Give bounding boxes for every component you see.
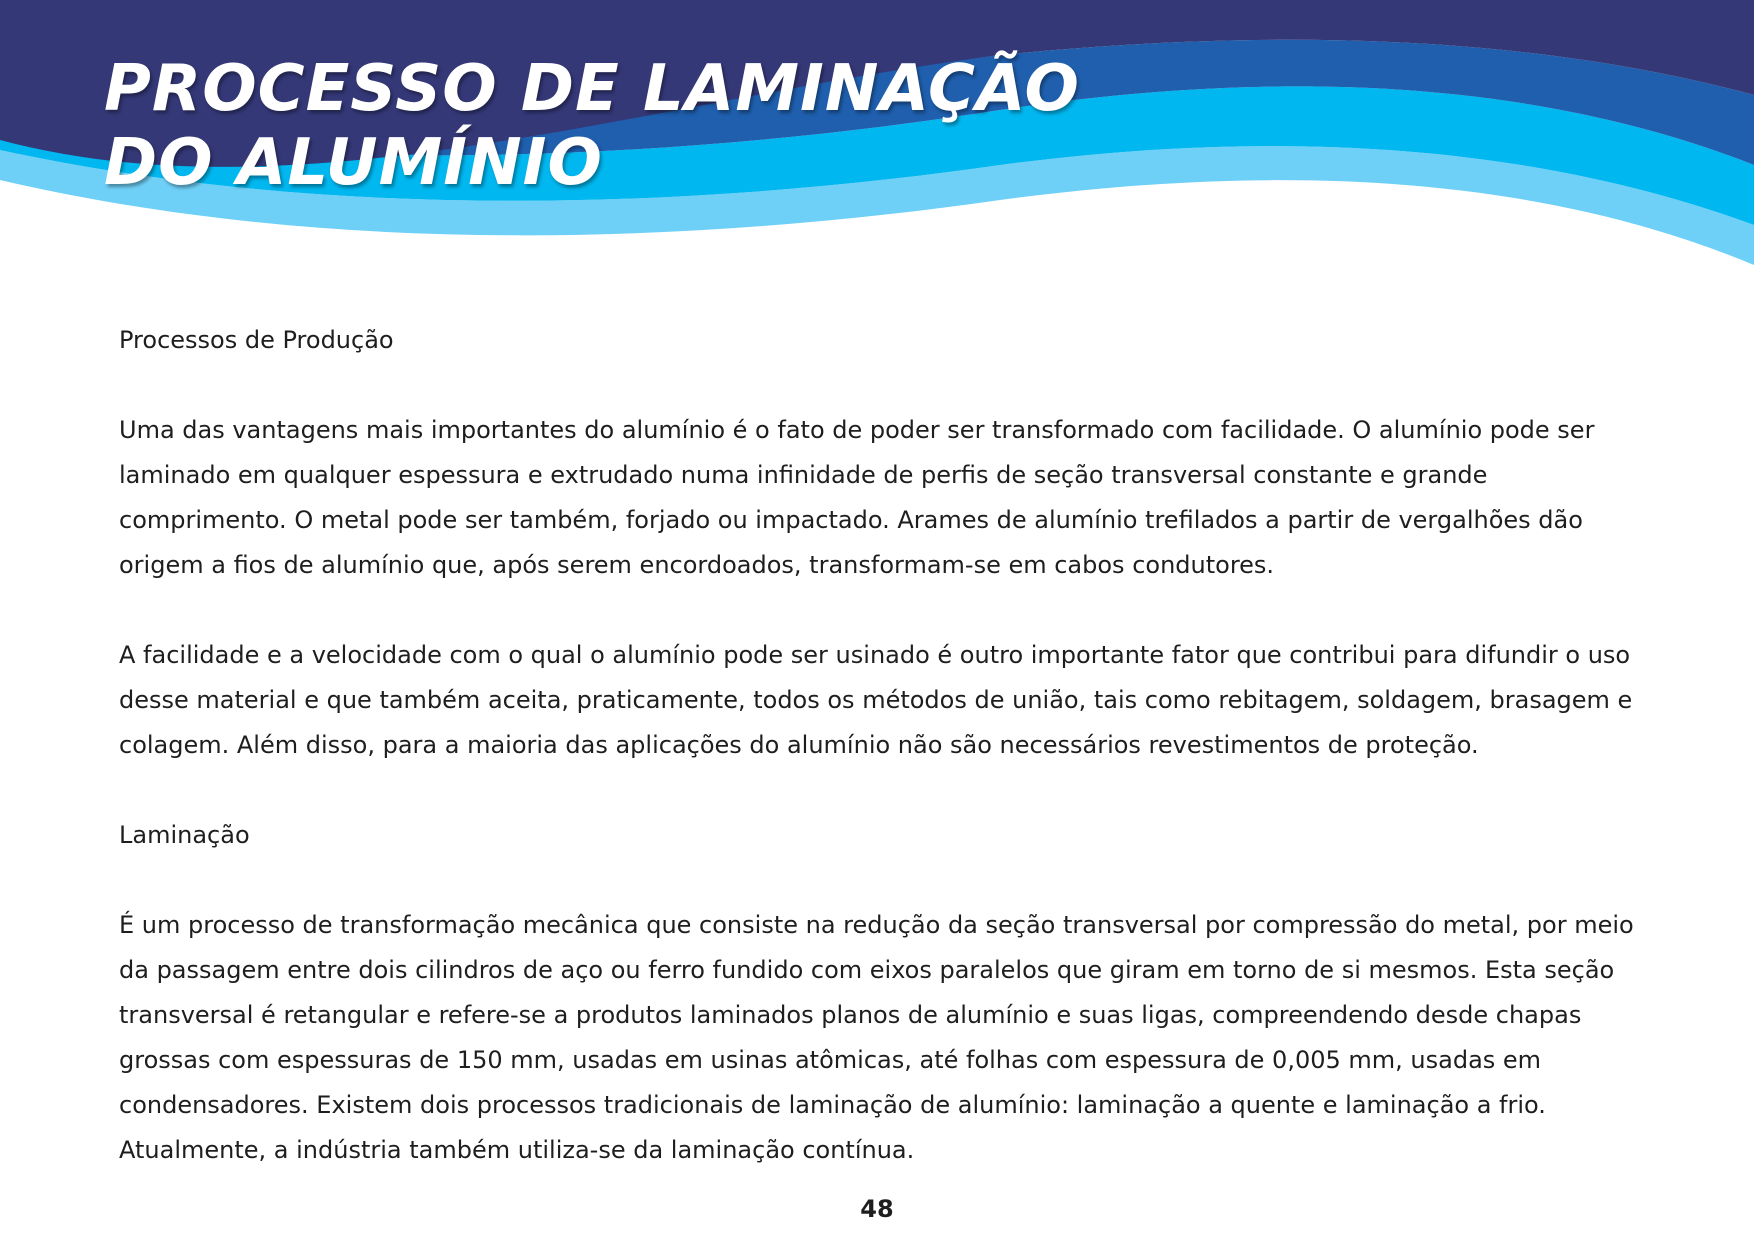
page-title (104, 52, 1080, 200)
page-title-line-1: PROCESSO DE LAMINAÇÃO (104, 52, 1080, 126)
paragraph-usinagem: A facilidade e a velocidade com o qual o alumínio pode ser usinado é outro importante fator que contribui para difundir o uso desse material e que também aceita, praticamente, todos os métodos de união, tais como rebitagem, soldagem, brasagem e colagem. Além disso, para a maioria das aplicações do alumínio não são necessários revestimentos de proteção. (119, 641, 1633, 759)
article-body (119, 318, 1639, 1173)
paragraph-laminacao: É um processo de transformação mecânica que consiste na redução da seção transversal por compressão do metal, por meio da passagem entre dois cilindros de aço ou ferro fundido com eixos paralelos que giram em torno de si mesmos. Esta seção transversal é retangular e refere-se a produtos laminados planos de alumínio e suas ligas, compreendendo desde chapas grossas com espessuras de 150 mm, usadas em usinas atômicas, até folhas com espessura de 0,005 mm, usadas em condensadores. Existem dois processos tradicionais de laminação de alumínio: laminação a quente e laminação a frio. Atualmente, a indústria também utiliza-se da laminação contínua. (119, 911, 1634, 1164)
section-heading-laminacao: Laminação (119, 821, 250, 849)
page-number: 48 (860, 1195, 894, 1223)
page-title-line-2: DO ALUMÍNIO (104, 126, 603, 200)
section-heading-producao: Processos de Produção (119, 326, 394, 354)
paragraph-vantagens: Uma das vantagens mais importantes do alumínio é o fato de poder ser transformado com facilidade. O alumínio pode ser laminado em qualquer espessura e extrudado numa infinidade de perfis de seção transversal constante e grande comprimento. O metal pode ser também, forjado ou impactado. Arames de alumínio trefilados a partir de vergalhões dão origem a fios de alumínio que, após serem encordoados, transformam-se em cabos condutores. (119, 416, 1595, 579)
